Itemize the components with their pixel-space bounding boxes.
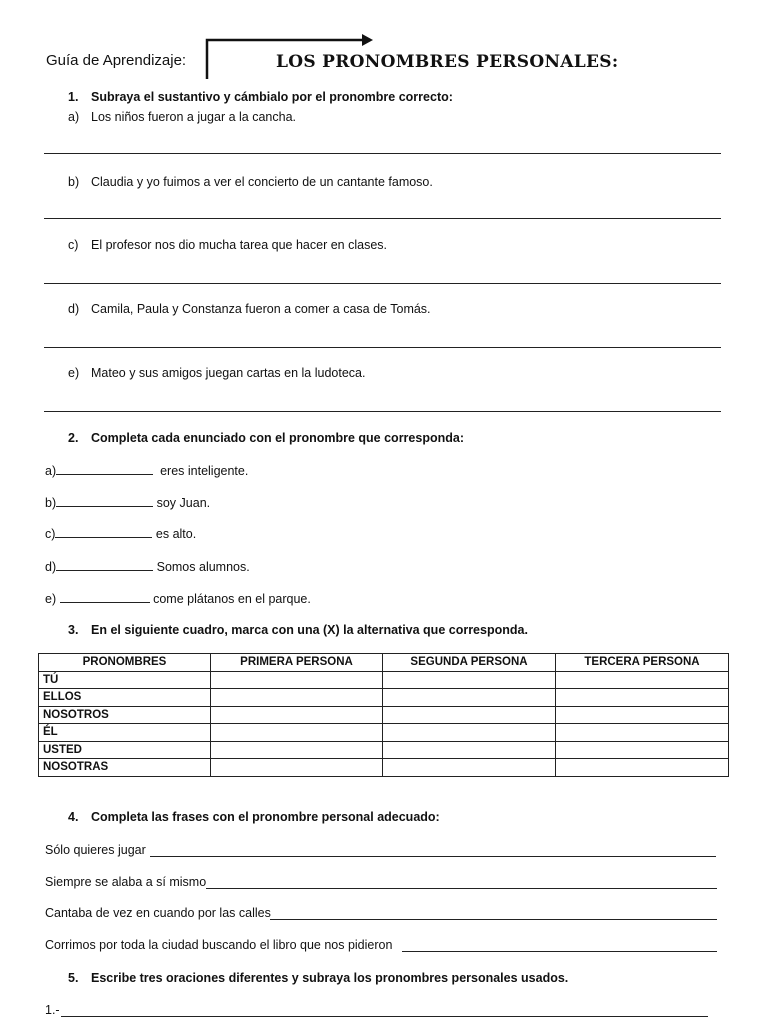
pronoun-cell: ELLOS [39, 689, 211, 707]
fill-item [45, 526, 196, 542]
page-title: LOS PRONOMBRES PERSONALES: [276, 52, 619, 72]
pronoun-cell: TÚ [39, 671, 211, 689]
answer-line[interactable] [402, 951, 717, 952]
mark-cell[interactable] [211, 706, 383, 724]
pronoun-cell: USTED [39, 741, 211, 759]
table-row [39, 759, 729, 777]
fill-blank[interactable] [56, 495, 153, 507]
section-2-number: 2. [68, 431, 79, 445]
fill-item [45, 463, 248, 479]
sentence-label: 1.- [45, 1003, 60, 1017]
column-header: PRIMERA PERSONA [211, 654, 383, 672]
item-letter: e) [68, 366, 80, 380]
item-text: soy Juan. [156, 496, 211, 510]
item-letter: c) [68, 238, 79, 252]
pronoun-cell: ÉL [39, 724, 211, 742]
section-3-instruction: En el siguiente cuadro, marca con una (X) la alternativa que corresponda. [91, 623, 528, 637]
mark-cell[interactable] [383, 759, 556, 777]
column-header: TERCERA PERSONA [556, 654, 729, 672]
sentence-text: Cantaba de vez en cuando por las calles [45, 906, 271, 920]
section-4-instruction: Completa las frases con el pronombre personal adecuado: [91, 810, 440, 824]
fill-item [45, 591, 311, 607]
section-1-instruction: Subraya el sustantivo y cámbialo por el pronombre correcto: [91, 90, 453, 104]
item-letter: d) [68, 302, 80, 316]
table-row [39, 741, 729, 759]
section-2-instruction: Completa cada enunciado con el pronombre que corresponda: [91, 431, 464, 445]
item-letter: a) [45, 464, 57, 478]
mark-cell[interactable] [383, 689, 556, 707]
answer-line[interactable] [206, 888, 717, 889]
mark-cell[interactable] [211, 741, 383, 759]
fill-blank[interactable] [55, 526, 152, 538]
answer-line[interactable] [44, 218, 721, 219]
mark-cell[interactable] [383, 741, 556, 759]
item-letter: b) [68, 175, 80, 189]
item-letter: e) [45, 592, 57, 606]
section-5-instruction: Escribe tres oraciones diferentes y subraya los pronombres personales usados. [91, 971, 569, 985]
column-header: PRONOMBRES [39, 654, 211, 672]
table-header-row [39, 654, 729, 672]
answer-line[interactable] [44, 283, 721, 284]
fill-item [45, 559, 250, 575]
answer-line[interactable] [44, 347, 721, 348]
section-1-number: 1. [68, 90, 79, 104]
item-letter: a) [68, 110, 80, 124]
table-row [39, 689, 729, 707]
pronoun-cell: NOSOTROS [39, 706, 211, 724]
mark-cell[interactable] [556, 706, 729, 724]
mark-cell[interactable] [383, 671, 556, 689]
sentence-text: Corrimos por toda la ciudad buscando el libro que nos pidieron [45, 938, 393, 952]
column-header: SEGUNDA PERSONA [383, 654, 556, 672]
item-text: Los niños fueron a jugar a la cancha. [91, 110, 296, 124]
table-row [39, 671, 729, 689]
item-text: es alto. [155, 527, 197, 541]
table-row [39, 724, 729, 742]
guide-label: Guía de Aprendizaje: [46, 52, 187, 69]
fill-item [45, 495, 210, 511]
mark-cell[interactable] [211, 759, 383, 777]
table-row [39, 706, 729, 724]
sentence-text: Siempre se alaba a sí mismo [45, 875, 207, 889]
mark-cell[interactable] [383, 706, 556, 724]
mark-cell[interactable] [556, 741, 729, 759]
pronoun-cell: NOSOTRAS [39, 759, 211, 777]
answer-line[interactable] [44, 411, 721, 412]
section-3-number: 3. [68, 623, 79, 637]
answer-line[interactable] [61, 1016, 708, 1017]
answer-line[interactable] [270, 919, 717, 920]
fill-blank[interactable] [60, 591, 150, 603]
mark-cell[interactable] [556, 671, 729, 689]
item-letter: b) [45, 496, 57, 510]
item-letter: c) [45, 527, 56, 541]
mark-cell[interactable] [556, 724, 729, 742]
answer-line[interactable] [44, 153, 721, 154]
mark-cell[interactable] [556, 759, 729, 777]
item-text: El profesor nos dio mucha tarea que hacer en clases. [91, 238, 388, 252]
section-4-number: 4. [68, 810, 79, 824]
section-5-number: 5. [68, 971, 79, 985]
answer-line[interactable] [150, 856, 716, 857]
item-text: Camila, Paula y Constanza fueron a comer a casa de Tomás. [91, 302, 431, 316]
fill-blank[interactable] [56, 559, 153, 571]
mark-cell[interactable] [383, 724, 556, 742]
pronouns-table [38, 653, 729, 777]
item-text: come plátanos en el parque. [153, 592, 311, 606]
item-letter: d) [45, 560, 57, 574]
fill-blank[interactable] [56, 463, 153, 475]
mark-cell[interactable] [211, 689, 383, 707]
item-text: Claudia y yo fuimos a ver el concierto de un cantante famoso. [91, 175, 433, 189]
item-text: eres inteligente. [160, 464, 249, 478]
item-text: Somos alumnos. [156, 560, 250, 574]
sentence-text: Sólo quieres jugar [45, 843, 146, 857]
mark-cell[interactable] [211, 671, 383, 689]
item-text: Mateo y sus amigos juegan cartas en la ludoteca. [91, 366, 366, 380]
mark-cell[interactable] [211, 724, 383, 742]
mark-cell[interactable] [556, 689, 729, 707]
